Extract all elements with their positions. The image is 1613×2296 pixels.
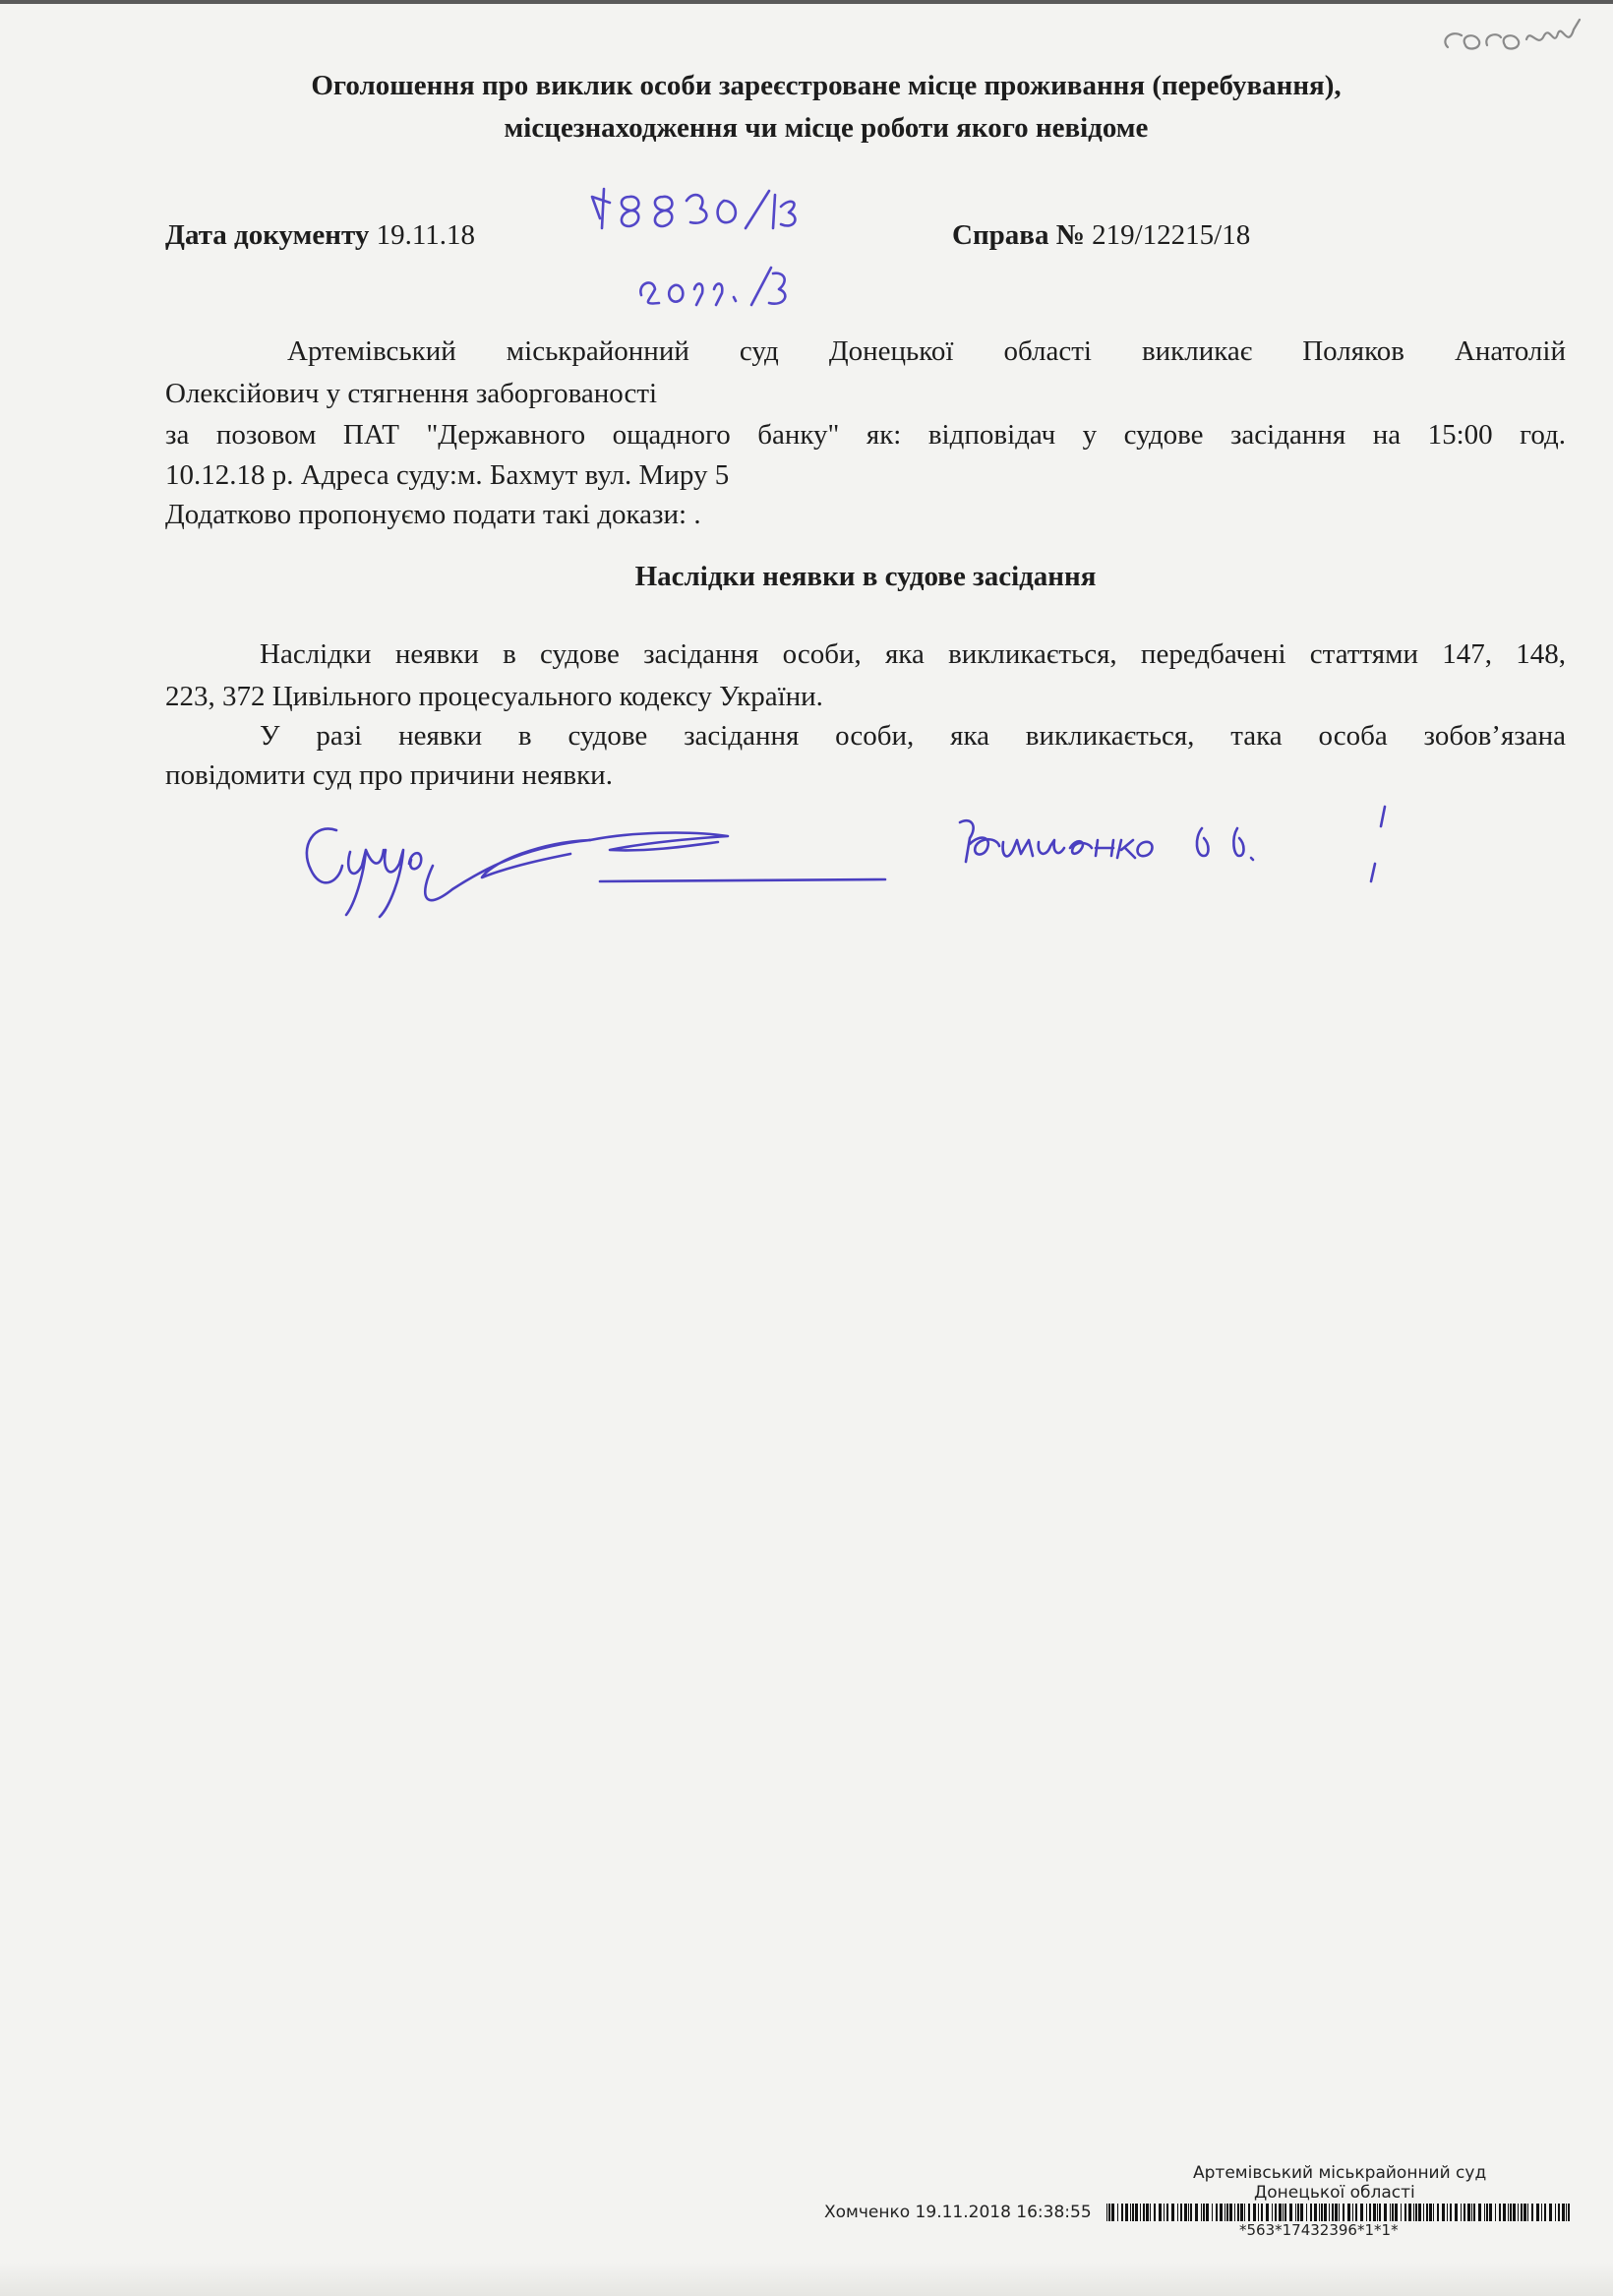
incoming-registration-handwriting [580,167,836,325]
summons-line-5: Додатково пропонуємо подати такі докази: . [165,499,701,530]
stamp-court-line-2: Донецької області [1254,2183,1415,2203]
date-label: Дата документу [165,219,370,251]
document-date [165,219,475,252]
summons-line-2: Олексійович у стягнення заборгованості [165,378,658,409]
obligation-line-2: повідомити суд про причини неявки. [165,759,613,791]
corner-note-handwriting [1436,10,1603,69]
summons-line-3: за позовом ПАТ "Державного ощадного банку" як: відповідач у судове засідання на 15:00 год. [165,419,1566,451]
summons-text-1: Артемівський міськрайонний суд Донецької області викликає Поляков Анатолій [287,335,1566,367]
barcode-text: *563*17432396*1*1* [1239,2221,1399,2239]
obligation-line-1 [165,716,1566,756]
summons-line-1 [165,332,1566,372]
consequences-line-1 [165,634,1566,675]
judge-name-handwriting [952,787,1404,895]
scan-bottom-edge [0,2263,1613,2296]
consequences-heading: Наслідки неявки в судове засідання [634,561,1097,592]
summons-line-4: 10.12.18 р. Адреса суду:м. Бахмут вул. Миру 5 [165,459,730,491]
consequences-text-1: Наслідки неявки в судове засідання особи, яка викликається, передбачені статтями 147, 148, [260,638,1566,670]
case-number [952,219,1250,252]
judge-signature-handwriting [295,807,905,935]
stamp-signed-by: Хомченко 19.11.2018 16:38:55 [824,2203,1092,2222]
stamp-court-line-1: Артемівський міськрайонний суд [1193,2163,1487,2183]
barcode [1106,2204,1571,2221]
scan-edge [0,0,1613,4]
document-title-line-2: місцезнаходження чи місце роботи якого невідоме [504,112,1149,144]
case-label: Справа № [952,219,1085,251]
consequences-line-2: 223, 372 Цивільного процесуального кодексу України. [165,681,823,712]
date-value: 19.11.18 [376,219,476,251]
document-title-line-1: Оголошення про виклик особи зареєстроване місце проживання (перебування), [311,70,1342,101]
obligation-text-1: У разі неявки в судове засідання особи, яка викликається, така особа зобов’язана [260,720,1566,752]
case-value: 219/12215/18 [1092,219,1251,251]
